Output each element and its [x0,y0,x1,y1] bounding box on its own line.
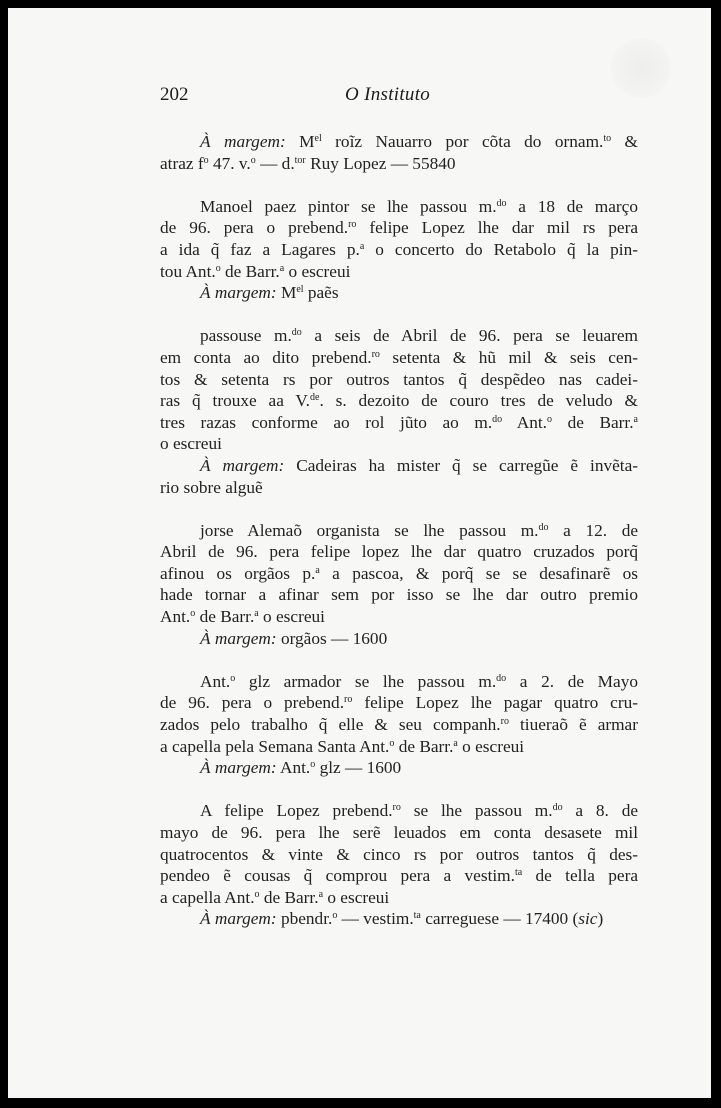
text-line: À margem: $M^{el}$ roĩz Nauarro por cõta do ornam.$^{to}$ & [200,132,638,151]
text-line: passouse m.$^{do}$ a seis de Abril de 96. pera se leuarem [200,326,638,346]
entry [160,196,638,304]
text-line: Abril de 96. pera felipe lopez lhe dar quatro cruzados porq̃ [160,542,638,562]
page-number: 202 [160,84,189,105]
margin-note-cont: rio sobre alguẽ [160,477,263,497]
text-line: jorse Alemaõ organista se lhe passou m.$^{do}$ a 12. de [200,520,639,540]
text-line: atraz $f^o$ 47. v.$^o$ — d.$^{tor}$ Ruy Lopez — 55840 [160,153,456,173]
journal-title: O Instituto [345,84,431,105]
margin-note: À margem: orgãos — 1600 [200,628,388,648]
text-line: Ant.$^o$ glz armador se lhe passou m.$^{do}$ a 2. de Mayo [200,671,638,691]
text-line: o escreui [160,434,222,454]
text-line: pendeo ẽ cousas q̃ comprou pera a vestim.$^{ta}$ de tella pera [160,866,638,886]
text-line: em conta ao dito prebend.$^{ro}$ setenta & hũ mil & seis cen- [160,347,638,367]
text-line: a capella Ant.$^o$ de Barr.$^a$ o escreui [160,887,390,907]
text-line: mayo de 96. pera lhe serẽ leuados em conta desasete mil [160,823,638,842]
text-line: tos & setenta rs por outros tantos q̃ despẽdeo nas cadei- [160,369,638,389]
text-line: ras q̃ trouxe aa V.$^{de}$. s. dezoito de couro tres de veludo & [160,391,638,411]
scanned-page [8,8,711,1098]
text-line: Manoel paez pintor se lhe passou m.$^{do}$ a 18 de março [200,196,638,216]
entry [160,131,638,174]
text-line: de 96. pera o prebend.$^{ro}$ felipe Lopez lhe pagar quatro cru- [160,693,638,713]
text-line: afinou os orgãos p.$^a$ a pascoa, & porq̃ se se desafinarẽ os [160,563,639,583]
text-line: Ant.$^o$ de Barr.$^a$ o escreui [160,607,325,627]
text-line: A felipe Lopez prebend.$^{ro}$ se lhe passou m.$^{do}$ a 8. de [200,801,639,821]
margin-note: À margem: $M^{el}$ paẽs [200,283,339,303]
text-line: hade tornar a afinar sem por isso se lhe dar outro premio [160,585,638,605]
document-body [160,131,638,952]
entry [160,671,638,779]
scan-smudge [611,38,671,98]
text-line: a ida q̃ faz a Lagares p.$^a$ o concerto do Retabolo q̃ la pin- [160,239,638,259]
entry [160,520,638,650]
margin-note: À margem: Cadeiras ha mister q̃ se carregũe ẽ invẽta- [200,455,638,475]
running-header [160,84,460,110]
text-line: de 96. pera o prebend.$^{ro}$ felipe Lopez lhe dar mil rs pera [160,218,638,238]
margin-note: À margem: pbendr.$^o$ — vestim.$^{ta}$ carreguese — 17400 (sic) [200,909,604,929]
margin-note: À margem: Ant.$^o$ glz — 1600 [200,758,402,778]
entry [160,325,638,498]
text-line: tres razas conforme ao rol jũto ao m.$^{do}$ Ant.$^o$ de Barr.$^a$ [160,412,638,432]
text-line: quatrocentos & vinte & cinco rs por outros tantos q̃ des- [160,844,638,864]
text-line: tou Ant.$^o$ de Barr.$^a$ o escreui [160,261,351,281]
entry [160,800,638,930]
text-line: a capella pela Semana Santa Ant.$^o$ de Barr.$^a$ o escreui [160,736,525,756]
text-line: zados pelo trabalho q̃ elle & seu companh.$^{ro}$ tiueraõ ẽ armar [160,715,638,735]
